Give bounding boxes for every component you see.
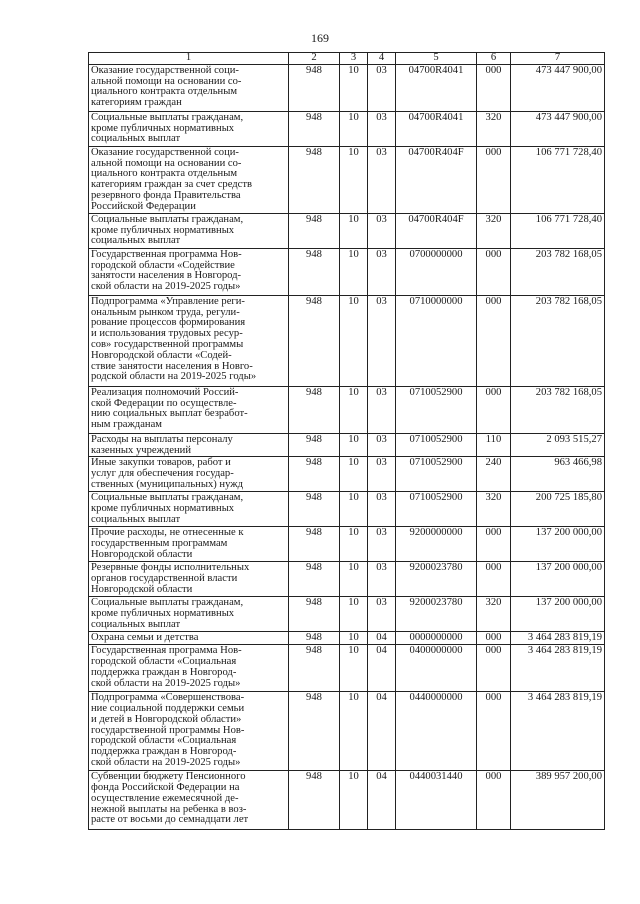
budget-table	[88, 52, 605, 830]
expense-type-cell: 110	[477, 433, 511, 457]
section-code-cell: 10	[340, 771, 368, 830]
target-article-cell: 0710052900	[396, 492, 477, 527]
item-name-line: Субвенции бюджету Пенсионного	[91, 771, 246, 783]
item-name-line: городской области «Социальная	[91, 735, 237, 747]
target-article-cell: 9200000000	[396, 527, 477, 562]
amount-cell: 137 200 000,00	[511, 597, 605, 632]
section-code-cell: 10	[340, 692, 368, 771]
table-row	[89, 692, 605, 771]
table-row	[89, 146, 605, 213]
section-code-cell: 10	[340, 645, 368, 692]
item-name-line: Реализация полномочий Россий-	[91, 386, 239, 398]
item-name-line: ской области на 2019-2025 годы»	[91, 756, 241, 768]
amount-cell: 137 200 000,00	[511, 562, 605, 597]
ministry-code-cell: 948	[289, 632, 340, 645]
ministry-code-cell: 948	[289, 248, 340, 295]
table-row	[89, 527, 605, 562]
item-name-line: Социальные выплаты гражданам,	[91, 111, 244, 123]
expense-type-cell: 000	[477, 248, 511, 295]
item-name-line: Новгородской области	[91, 548, 193, 560]
section-code-cell: 10	[340, 111, 368, 146]
item-name-line: социальных выплат	[91, 235, 181, 247]
item-name-line: ональным рынком труда, регули-	[91, 306, 240, 318]
expense-type-cell: 000	[477, 295, 511, 386]
amount-cell: 2 093 515,27	[511, 433, 605, 457]
amount-cell: 389 957 200,00	[511, 771, 605, 830]
amount-cell: 473 447 900,00	[511, 64, 605, 111]
subsection-code-cell: 04	[368, 771, 396, 830]
expense-type-cell: 320	[477, 111, 511, 146]
table-row	[89, 295, 605, 386]
subsection-code-cell: 03	[368, 111, 396, 146]
item-name-line: Оказание государственной соци-	[91, 64, 239, 76]
expense-type-cell: 000	[477, 527, 511, 562]
ministry-code-cell: 948	[289, 64, 340, 111]
subsection-code-cell: 03	[368, 562, 396, 597]
target-article-cell: 04700R404F	[396, 146, 477, 213]
item-name-line: городской области «Социальная	[91, 655, 237, 667]
subsection-code-cell: 04	[368, 632, 396, 645]
target-article-cell: 0440031440	[396, 771, 477, 830]
item-name-line: Социальные выплаты гражданам,	[91, 492, 244, 504]
item-name-line: казенных учреждений	[91, 444, 192, 456]
expense-type-cell: 000	[477, 64, 511, 111]
section-code-cell: 10	[340, 492, 368, 527]
amount-cell: 963 466,98	[511, 457, 605, 492]
item-name-cell	[89, 771, 289, 830]
item-name-line: Резервные фонды исполнительных	[91, 562, 250, 574]
ministry-code-cell: 948	[289, 771, 340, 830]
expense-type-cell: 000	[477, 692, 511, 771]
table-row	[89, 632, 605, 645]
item-name-line: циального контракта отдельным	[91, 86, 238, 98]
table-row	[89, 248, 605, 295]
subsection-code-cell: 03	[368, 433, 396, 457]
item-name-cell	[89, 562, 289, 597]
ministry-code-cell: 948	[289, 562, 340, 597]
item-name-line: циального контракта отдельным	[91, 168, 238, 180]
section-code-cell: 10	[340, 597, 368, 632]
table-row	[89, 562, 605, 597]
item-name-cell	[89, 213, 289, 248]
target-article-cell: 04700R4041	[396, 64, 477, 111]
column-header: 6	[477, 53, 511, 65]
item-name-line: кроме публичных нормативных	[91, 122, 235, 134]
item-name-line: ствие занятости населения в Новго-	[91, 360, 253, 372]
subsection-code-cell: 03	[368, 248, 396, 295]
column-header: 7	[511, 53, 605, 65]
item-name-cell	[89, 597, 289, 632]
subsection-code-cell: 03	[368, 597, 396, 632]
section-code-cell: 10	[340, 295, 368, 386]
item-name-cell	[89, 632, 289, 645]
item-name-cell	[89, 295, 289, 386]
table-row	[89, 597, 605, 632]
item-name-cell	[89, 692, 289, 771]
expense-type-cell: 000	[477, 562, 511, 597]
item-name-line: альной помощи на основании со-	[91, 157, 242, 169]
amount-cell: 3 464 283 819,19	[511, 645, 605, 692]
item-name-cell	[89, 433, 289, 457]
item-name-line: и использования трудовых ресур-	[91, 328, 243, 340]
table-row	[89, 213, 605, 248]
section-code-cell: 10	[340, 213, 368, 248]
table-body	[89, 64, 605, 829]
column-header: 5	[396, 53, 477, 65]
item-name-line: государственным программам	[91, 538, 228, 550]
section-code-cell: 10	[340, 433, 368, 457]
item-name-line: услуг для обеспечения государ-	[91, 468, 234, 480]
expense-type-cell: 320	[477, 597, 511, 632]
amount-cell: 3 464 283 819,19	[511, 692, 605, 771]
amount-cell: 203 782 168,05	[511, 248, 605, 295]
subsection-code-cell: 03	[368, 146, 396, 213]
section-code-cell: 10	[340, 632, 368, 645]
target-article-cell: 0400000000	[396, 645, 477, 692]
item-name-line: кроме публичных нормативных	[91, 608, 235, 620]
expense-type-cell: 000	[477, 771, 511, 830]
ministry-code-cell: 948	[289, 213, 340, 248]
item-name-line: поддержка граждан в Новгород-	[91, 666, 237, 678]
item-name-line: Прочие расходы, не отнесенные к	[91, 527, 244, 539]
item-name-line: фонда Российской Федерации на	[91, 781, 240, 793]
item-name-line: ской Федерации по осуществле-	[91, 397, 237, 409]
ministry-code-cell: 948	[289, 295, 340, 386]
item-name-line: осуществление ежемесячной де-	[91, 792, 239, 804]
ministry-code-cell: 948	[289, 433, 340, 457]
table-row	[89, 492, 605, 527]
subsection-code-cell: 03	[368, 457, 396, 492]
subsection-code-cell: 04	[368, 645, 396, 692]
item-name-line: кроме публичных нормативных	[91, 224, 235, 236]
item-name-line: Оказание государственной соци-	[91, 146, 239, 158]
item-name-line: социальных выплат	[91, 513, 181, 525]
section-code-cell: 10	[340, 248, 368, 295]
item-name-cell	[89, 64, 289, 111]
subsection-code-cell: 03	[368, 295, 396, 386]
target-article-cell: 04700R404F	[396, 213, 477, 248]
ministry-code-cell: 948	[289, 386, 340, 433]
item-name-line: Охрана семьи и детства	[91, 632, 199, 644]
section-code-cell: 10	[340, 562, 368, 597]
expense-type-cell: 320	[477, 213, 511, 248]
table-row	[89, 433, 605, 457]
item-name-cell	[89, 457, 289, 492]
target-article-cell: 0710052900	[396, 457, 477, 492]
expense-type-cell: 000	[477, 632, 511, 645]
table-row	[89, 457, 605, 492]
item-name-line: Государственная программа Нов-	[91, 645, 242, 657]
column-header: 2	[289, 53, 340, 65]
ministry-code-cell: 948	[289, 111, 340, 146]
item-name-line: ние социальной поддержки семьи	[91, 702, 245, 714]
column-header: 1	[89, 53, 289, 65]
target-article-cell: 9200023780	[396, 597, 477, 632]
column-header: 4	[368, 53, 396, 65]
ministry-code-cell: 948	[289, 492, 340, 527]
item-name-line: категориям граждан за счет средств	[91, 179, 253, 191]
subsection-code-cell: 03	[368, 527, 396, 562]
item-name-cell	[89, 492, 289, 527]
item-name-line: родской области на 2019-2025 годы»	[91, 371, 257, 383]
table-row	[89, 771, 605, 830]
item-name-line: альной помощи на основании со-	[91, 75, 242, 87]
target-article-cell: 0440000000	[396, 692, 477, 771]
item-name-line: городской области «Содействие	[91, 259, 235, 271]
item-name-line: рование процессов формирования	[91, 317, 246, 329]
item-name-line: Подпрограмма «Совершенствова-	[91, 692, 245, 704]
item-name-line: поддержка граждан в Новгород-	[91, 746, 237, 758]
item-name-line: категориям граждан	[91, 97, 182, 109]
item-name-line: и детей в Новгородской области»	[91, 713, 242, 725]
item-name-cell	[89, 645, 289, 692]
subsection-code-cell: 04	[368, 692, 396, 771]
item-name-line: Подпрограмма «Управление реги-	[91, 295, 245, 307]
expense-type-cell: 000	[477, 645, 511, 692]
item-name-line: ской области на 2019-2025 годы»	[91, 281, 241, 293]
target-article-cell: 0000000000	[396, 632, 477, 645]
page-number: 169	[311, 31, 329, 45]
table-row	[89, 64, 605, 111]
item-name-cell	[89, 527, 289, 562]
section-code-cell: 10	[340, 146, 368, 213]
column-header: 3	[340, 53, 368, 65]
ministry-code-cell: 948	[289, 146, 340, 213]
section-code-cell: 10	[340, 64, 368, 111]
item-name-line: кроме публичных нормативных	[91, 503, 235, 515]
item-name-cell	[89, 386, 289, 433]
item-name-line: ным гражданам	[91, 419, 162, 431]
item-name-line: Новгородской области «Содей-	[91, 349, 232, 361]
target-article-cell: 9200023780	[396, 562, 477, 597]
target-article-cell: 0710052900	[396, 386, 477, 433]
ministry-code-cell: 948	[289, 527, 340, 562]
section-code-cell: 10	[340, 527, 368, 562]
target-article-cell: 0710052900	[396, 433, 477, 457]
item-name-line: государственной программы Нов-	[91, 724, 245, 736]
expense-type-cell: 000	[477, 386, 511, 433]
item-name-line: нию социальных выплат безработ-	[91, 408, 248, 420]
amount-cell: 203 782 168,05	[511, 386, 605, 433]
ministry-code-cell: 948	[289, 457, 340, 492]
table-row	[89, 645, 605, 692]
expense-type-cell: 240	[477, 457, 511, 492]
target-article-cell: 04700R4041	[396, 111, 477, 146]
section-code-cell: 10	[340, 386, 368, 433]
header-row	[89, 53, 605, 65]
item-name-line: Новгородской области	[91, 583, 193, 595]
item-name-line: сов» государственной программы	[91, 338, 244, 350]
item-name-line: ской области на 2019-2025 годы»	[91, 677, 241, 689]
table-row	[89, 386, 605, 433]
item-name-line: Иные закупки товаров, работ и	[91, 457, 231, 469]
section-code-cell: 10	[340, 457, 368, 492]
item-name-line: резервного фонда Правительства	[91, 189, 241, 201]
amount-cell: 106 771 728,40	[511, 146, 605, 213]
item-name-cell	[89, 146, 289, 213]
expense-type-cell: 320	[477, 492, 511, 527]
item-name-line: Социальные выплаты гражданам,	[91, 597, 244, 609]
ministry-code-cell: 948	[289, 597, 340, 632]
amount-cell: 473 447 900,00	[511, 111, 605, 146]
item-name-line: ственных (муниципальных) нужд	[91, 478, 243, 490]
item-name-line: органов государственной власти	[91, 573, 238, 585]
target-article-cell: 0710000000	[396, 295, 477, 386]
ministry-code-cell: 948	[289, 645, 340, 692]
item-name-line: Российской Федерации	[91, 200, 196, 212]
table-row	[89, 111, 605, 146]
item-name-line: Государственная программа Нов-	[91, 248, 242, 260]
subsection-code-cell: 03	[368, 213, 396, 248]
amount-cell: 106 771 728,40	[511, 213, 605, 248]
item-name-line: занятости населения в Новгород-	[91, 270, 242, 282]
item-name-line: Расходы на выплаты персоналу	[91, 433, 233, 445]
item-name-cell	[89, 248, 289, 295]
item-name-line: Социальные выплаты гражданам,	[91, 213, 244, 225]
subsection-code-cell: 03	[368, 386, 396, 433]
item-name-line: нежной выплаты на ребенка в воз-	[91, 803, 247, 815]
ministry-code-cell: 948	[289, 692, 340, 771]
item-name-line: социальных выплат	[91, 133, 181, 145]
item-name-cell	[89, 111, 289, 146]
subsection-code-cell: 03	[368, 64, 396, 111]
item-name-line: расте от восьми до семнадцати лет	[91, 814, 249, 826]
amount-cell: 200 725 185,80	[511, 492, 605, 527]
subsection-code-cell: 03	[368, 492, 396, 527]
expense-type-cell: 000	[477, 146, 511, 213]
amount-cell: 203 782 168,05	[511, 295, 605, 386]
amount-cell: 3 464 283 819,19	[511, 632, 605, 645]
item-name-line: социальных выплат	[91, 618, 181, 630]
amount-cell: 137 200 000,00	[511, 527, 605, 562]
target-article-cell: 0700000000	[396, 248, 477, 295]
